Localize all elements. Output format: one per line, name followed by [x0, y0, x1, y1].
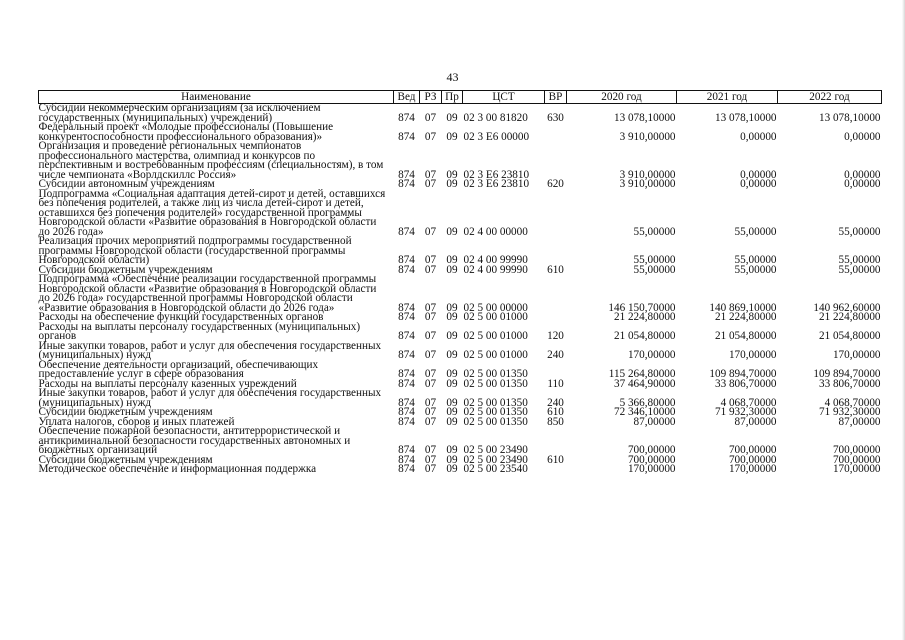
row-cst: 02 5 00 01350 [463, 368, 528, 380]
row-vr: 850 [547, 415, 564, 428]
row-rz: 07 [424, 368, 437, 380]
row-name: Расходы на выплаты персоналу казенных учреждений [38, 377, 297, 390]
header-pr: Пр [442, 91, 463, 104]
header-2021: 2021 год [677, 91, 778, 104]
row-amount-2020: 5 366,80000 [619, 396, 676, 409]
row-rz: 07 [424, 263, 437, 276]
row-amount-2022: 13 078,10000 [818, 111, 881, 124]
row-amount-2021: 33 806,70000 [714, 377, 777, 390]
row-rz: 07 [424, 453, 437, 466]
row-amount-2020: 55,00000 [633, 254, 676, 266]
row-amount-2022: 55,00000 [838, 263, 881, 276]
row-name: Федеральный проект «Молодые профессионалы (Повышение конкурентоспособности профессионального образования)» [38, 121, 334, 143]
row-cst: 02 5 00 01000 [463, 330, 528, 342]
row-cst: 02 5 00 23490 [463, 453, 528, 466]
row-ved: 874 [398, 254, 415, 266]
row-cst: 02 5 00 23540 [463, 463, 528, 475]
row-pr: 09 [446, 301, 458, 314]
row-name: Иные закупки товаров, работ и услуг для обеспечения государственных (муниципальных) нужд [38, 387, 382, 409]
row-amount-2022: 33 806,70000 [818, 377, 881, 390]
row-name: Субсидии автономным учреждениям [38, 178, 215, 190]
row-name: Подпрограмма «Социальная адаптация детей-сирот и детей, оставшихся без попечения родителей, а также лиц из числа детей-сирот и детей, оставшихся без попечения родителей» государственной программы Новгородской области «Развитие образования в Новгородской области до 2026 года» [38, 187, 386, 238]
header-name: Наименование [39, 91, 394, 104]
row-rz: 07 [424, 349, 437, 361]
row-amount-2021: 0,00000 [740, 168, 777, 181]
row-name: Методическое обеспечение и информационная поддержка [38, 463, 317, 475]
row-rz: 07 [424, 330, 437, 342]
row-pr: 09 [446, 330, 458, 342]
budget-table [38, 90, 882, 475]
row-vr: 630 [547, 111, 564, 124]
row-amount-2020: 170,00000 [627, 349, 676, 361]
header-vr: ВР [545, 91, 567, 104]
row-ved: 874 [398, 415, 415, 428]
row-rz: 07 [424, 415, 437, 428]
row-amount-2021: 55,00000 [734, 254, 777, 266]
row-rz: 07 [424, 463, 437, 475]
row-pr: 09 [446, 349, 458, 361]
row-ved: 874 [398, 311, 415, 323]
table-row [39, 275, 882, 313]
row-amount-2021: 170,00000 [728, 463, 777, 475]
row-ved: 874 [398, 225, 415, 238]
row-vr [545, 190, 567, 238]
row-amount-2022: 700,00000 [832, 444, 881, 456]
table-row [39, 427, 882, 456]
row-ved: 874 [398, 301, 415, 314]
row-amount-2020: 13 078,10000 [613, 111, 676, 124]
row-amount-2021: 4 068,70000 [720, 396, 777, 409]
row-cst: 02 3 00 81820 [463, 111, 528, 124]
row-amount-2020: 700,00000 [627, 453, 676, 466]
row-rz: 07 [424, 444, 437, 456]
row-vr: 110 [547, 377, 564, 390]
row-amount-2022: 55,00000 [838, 225, 881, 238]
row-amount-2020: 3 910,00000 [619, 178, 676, 190]
row-amount-2021: 0,00000 [740, 178, 777, 190]
table-row [39, 465, 882, 475]
row-amount-2020: 37 464,90000 [613, 377, 676, 390]
row-pr: 09 [446, 453, 458, 466]
row-cst: 02 4 00 00000 [463, 225, 528, 238]
header-2022: 2022 год [778, 91, 882, 104]
row-cst: 02 5 00 01000 [463, 349, 528, 361]
row-vr [545, 427, 567, 456]
row-amount-2021: 700,00000 [728, 444, 777, 456]
row-ved: 874 [398, 349, 415, 361]
row-amount-2020: 72 346,10000 [613, 406, 676, 418]
row-pr: 09 [446, 225, 458, 238]
row-name: Субсидии бюджетным учреждениям [38, 406, 213, 418]
row-vr: 610 [547, 263, 564, 276]
header-2020: 2020 год [567, 91, 677, 104]
row-rz: 07 [424, 178, 437, 190]
row-rz: 07 [424, 168, 437, 181]
row-vr: 120 [547, 330, 564, 342]
row-amount-2021: 170,00000 [728, 349, 777, 361]
row-ved: 874 [398, 444, 415, 456]
row-vr [545, 142, 567, 180]
row-pr: 09 [446, 263, 458, 276]
row-amount-2020: 55,00000 [633, 225, 676, 238]
table-row [39, 361, 882, 380]
row-amount-2021: 109 894,70000 [709, 368, 777, 380]
row-vr [545, 313, 567, 323]
row-rz: 07 [424, 111, 437, 124]
row-amount-2021: 55,00000 [734, 225, 777, 238]
row-amount-2020: 87,00000 [633, 415, 676, 428]
row-rz: 07 [424, 406, 437, 418]
table-row [39, 142, 882, 180]
row-amount-2022: 140 962,60000 [813, 301, 881, 314]
row-name: Реализация прочих мероприятий подпрограммы государственной программы Новгородской области (государственной программы Новгородской области) [38, 235, 352, 266]
row-ved: 874 [398, 111, 415, 124]
row-pr: 09 [446, 130, 458, 143]
row-pr: 09 [446, 415, 458, 428]
row-amount-2020: 115 264,80000 [608, 368, 676, 380]
row-ved: 874 [398, 453, 415, 466]
row-amount-2022: 55,00000 [838, 254, 881, 266]
row-vr [545, 465, 567, 475]
row-ved: 874 [398, 463, 415, 475]
table-row [39, 323, 882, 342]
row-amount-2020: 170,00000 [627, 463, 676, 475]
row-name: Уплата налогов, сборов и иных платежей [38, 415, 235, 428]
row-pr: 09 [446, 396, 458, 409]
row-rz: 07 [424, 301, 437, 314]
row-ved: 874 [398, 396, 415, 409]
row-amount-2022: 170,00000 [832, 349, 881, 361]
page-number: 43 [446, 70, 459, 84]
row-pr: 09 [446, 406, 458, 418]
row-amount-2022: 0,00000 [844, 178, 881, 190]
row-amount-2021: 0,00000 [740, 130, 777, 143]
row-ved: 874 [398, 263, 415, 276]
row-ved: 874 [398, 377, 415, 390]
row-amount-2021: 140 869,10000 [709, 301, 777, 314]
row-cst: 02 5 00 23490 [463, 444, 528, 456]
row-pr: 09 [446, 311, 458, 323]
row-amount-2020: 55,00000 [633, 263, 676, 276]
row-pr: 09 [446, 463, 458, 475]
row-amount-2020: 700,00000 [627, 444, 676, 456]
row-name: Организация и проведение региональных чемпионатов профессионального мастерства, олимпиад и конкурсов по перспективным и востребованным профессиям (специальностям), в том числе чемпионата «Ворлдскиллс Россия» [38, 140, 384, 181]
row-vr [545, 123, 567, 142]
row-rz: 07 [424, 130, 437, 143]
row-ved: 874 [398, 178, 415, 190]
row-ved: 874 [398, 330, 415, 342]
row-name: Обеспечение деятельности организаций, обеспечивающих предоставление услуг в сфере образования [38, 358, 319, 380]
row-pr: 09 [446, 377, 458, 390]
row-cst: 02 5 00 01350 [463, 406, 528, 418]
row-amount-2020: 146 150,70000 [608, 301, 676, 314]
row-amount-2022: 700,00000 [832, 453, 881, 466]
row-pr: 09 [446, 178, 458, 190]
table-row [39, 237, 882, 266]
row-amount-2022: 0,00000 [844, 130, 881, 143]
row-cst: 02 5 00 01350 [463, 415, 528, 428]
table-body [39, 104, 882, 475]
row-amount-2020: 21 054,80000 [613, 330, 676, 342]
row-cst: 02 5 00 00000 [463, 301, 528, 314]
row-amount-2022: 4 068,70000 [824, 396, 881, 409]
row-pr: 09 [446, 111, 458, 124]
row-amount-2021: 21 054,80000 [714, 330, 777, 342]
row-amount-2021: 21 224,80000 [714, 311, 777, 323]
row-amount-2020: 3 910,00000 [619, 130, 676, 143]
row-amount-2022: 0,00000 [844, 168, 881, 181]
row-cst: 02 5 00 01350 [463, 396, 528, 409]
row-cst: 02 5 00 01350 [463, 377, 528, 390]
row-vr: 620 [547, 178, 564, 190]
row-amount-2021: 71 932,30000 [714, 406, 777, 418]
row-vr: 240 [547, 396, 564, 409]
row-cst: 02 3 Е6 00000 [463, 130, 530, 143]
row-vr [545, 361, 567, 380]
row-amount-2020: 21 224,80000 [613, 311, 676, 323]
row-pr: 09 [446, 254, 458, 266]
row-rz: 07 [424, 377, 437, 390]
row-vr: 610 [547, 453, 564, 466]
row-amount-2021: 87,00000 [734, 415, 777, 428]
row-name: Обеспечение пожарной безопасности, антитеррористической и антикриминальной безопасности государственных автономных и бюджетных организаций [38, 425, 351, 456]
row-vr [545, 275, 567, 313]
row-amount-2022: 71 932,30000 [818, 406, 881, 418]
row-rz: 07 [424, 225, 437, 238]
row-amount-2022: 21 054,80000 [818, 330, 881, 342]
row-ved: 874 [398, 168, 415, 181]
row-cst: 02 5 00 01000 [463, 311, 528, 323]
row-name: Расходы на выплаты персоналу государственных (муниципальных) органов [38, 320, 361, 342]
row-cst: 02 3 Е6 23810 [463, 178, 530, 190]
row-name: Субсидии бюджетным учреждениям [38, 263, 213, 276]
row-amount-2022: 109 894,70000 [813, 368, 881, 380]
row-vr: 610 [547, 406, 564, 418]
row-name: Субсидии некоммерческим организациям (за исключением государственных (муниципальных) учреждений) [38, 102, 321, 124]
table-row [39, 342, 882, 361]
row-name: Субсидии бюджетным учреждениям [38, 453, 213, 466]
row-pr: 09 [446, 168, 458, 181]
row-name: Расходы на обеспечение функций государственных органов [38, 311, 324, 323]
row-ved: 874 [398, 130, 415, 143]
row-amount-2021: 13 078,10000 [714, 111, 777, 124]
row-amount-2022: 21 224,80000 [818, 311, 881, 323]
row-ved: 874 [398, 406, 415, 418]
row-cst: 02 4 00 99990 [463, 263, 528, 276]
row-cst: 02 4 00 99990 [463, 254, 528, 266]
row-rz: 07 [424, 254, 437, 266]
row-amount-2022: 170,00000 [832, 463, 881, 475]
row-ved: 874 [398, 368, 415, 380]
row-cst: 02 3 Е6 23810 [463, 168, 530, 181]
row-name: Подпрограмма «Обеспечение реализации государственной программы Новгородской области «Развитие образования в Новгородской области до 2026 года» государственной программы Новгородской области «Развитие образования в Новгородской области до 2026 года» [38, 273, 377, 314]
row-amount-2022: 87,00000 [838, 415, 881, 428]
row-amount-2020: 3 910,00000 [619, 168, 676, 181]
row-pr: 09 [446, 368, 458, 380]
table-row [39, 190, 882, 238]
row-vr: 240 [547, 349, 564, 361]
row-amount-2021: 55,00000 [734, 263, 777, 276]
row-pr: 09 [446, 444, 458, 456]
header-rz: РЗ [420, 91, 442, 104]
header-ved: Вед [394, 91, 420, 104]
row-rz: 07 [424, 311, 437, 323]
row-amount-2021: 700,00000 [728, 453, 777, 466]
row-vr [545, 237, 567, 266]
row-rz: 07 [424, 396, 437, 409]
header-cst: ЦСТ [463, 91, 545, 104]
row-name: Иные закупки товаров, работ и услуг для обеспечения государственных (муниципальных) нужд [38, 339, 382, 361]
